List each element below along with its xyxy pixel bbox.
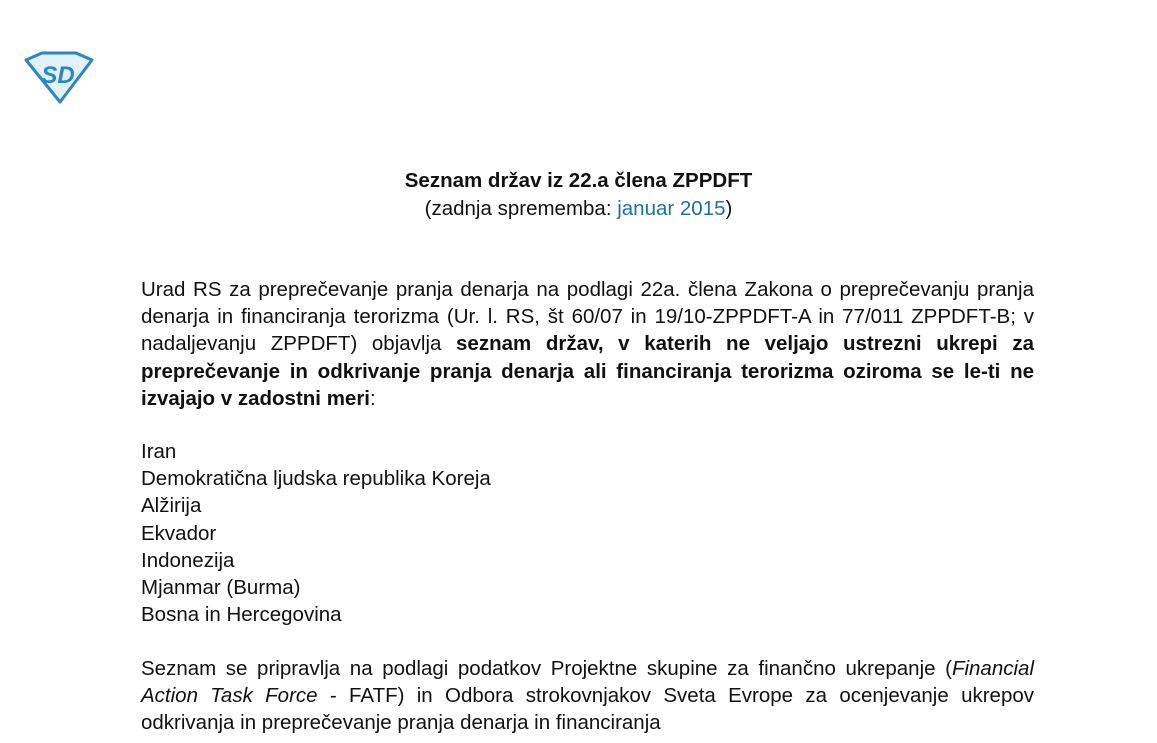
revision-date: januar 2015 bbox=[617, 197, 726, 220]
intro-text: Urad RS za preprečevanje pranja denarja na podlagi 22a. člena Zakona o preprečevanju pranja denarja in financiranja terorizma (Ur. l. RS, št 60/07 in 19/10-ZPPDFT-A in 77/011 ZPPDFT-B; v nadaljevanju ZPPDFT) objavlja bbox=[141, 278, 1034, 356]
list-item: Iran bbox=[141, 440, 177, 463]
intro-paragraph bbox=[141, 276, 1034, 412]
title-block bbox=[0, 167, 1157, 223]
list-item: Alžirija bbox=[141, 494, 202, 518]
logo-icon bbox=[22, 50, 96, 104]
closing-text-1: Seznam se pripravlja na podlagi podatkov Projektne skupine za finančno ukrepanje ( bbox=[141, 657, 952, 680]
country-list bbox=[141, 438, 491, 628]
subtitle-open: (zadnja sprememba: bbox=[424, 197, 618, 220]
list-item: Bosna in Hercegovina bbox=[141, 603, 342, 627]
intro-end: : bbox=[370, 386, 376, 410]
list-item: Demokratična ljudska republika Koreja bbox=[141, 467, 491, 491]
closing-paragraph bbox=[141, 655, 1034, 737]
subtitle-close: ) bbox=[725, 197, 733, 220]
intro-bold-text: seznam držav, v katerih ne veljajo ustrezni ukrepi za preprečevanje in odkrivanje pranja denarja ali financiranja terorizma oziroma se le-ti ne izvajajo v zadostni meri bbox=[141, 332, 1034, 410]
fatf-name: Financial Action Task Force bbox=[141, 657, 1034, 708]
logo-text: SD bbox=[41, 62, 75, 89]
page-subtitle bbox=[0, 195, 1157, 223]
list-item: Mjanmar (Burma) bbox=[141, 576, 301, 600]
closing-text-2: - FATF) in Odbora strokovnjakov Sveta Evrope za ocenjevanje ukrepov odkrivanja in preprečevanje pranja denarja in financiranja bbox=[141, 684, 1035, 735]
list-item: Indonezija bbox=[141, 548, 235, 572]
list-item: Ekvador bbox=[141, 521, 217, 545]
page-title: Seznam držav iz 22.a člena ZPPDFT bbox=[404, 169, 753, 192]
